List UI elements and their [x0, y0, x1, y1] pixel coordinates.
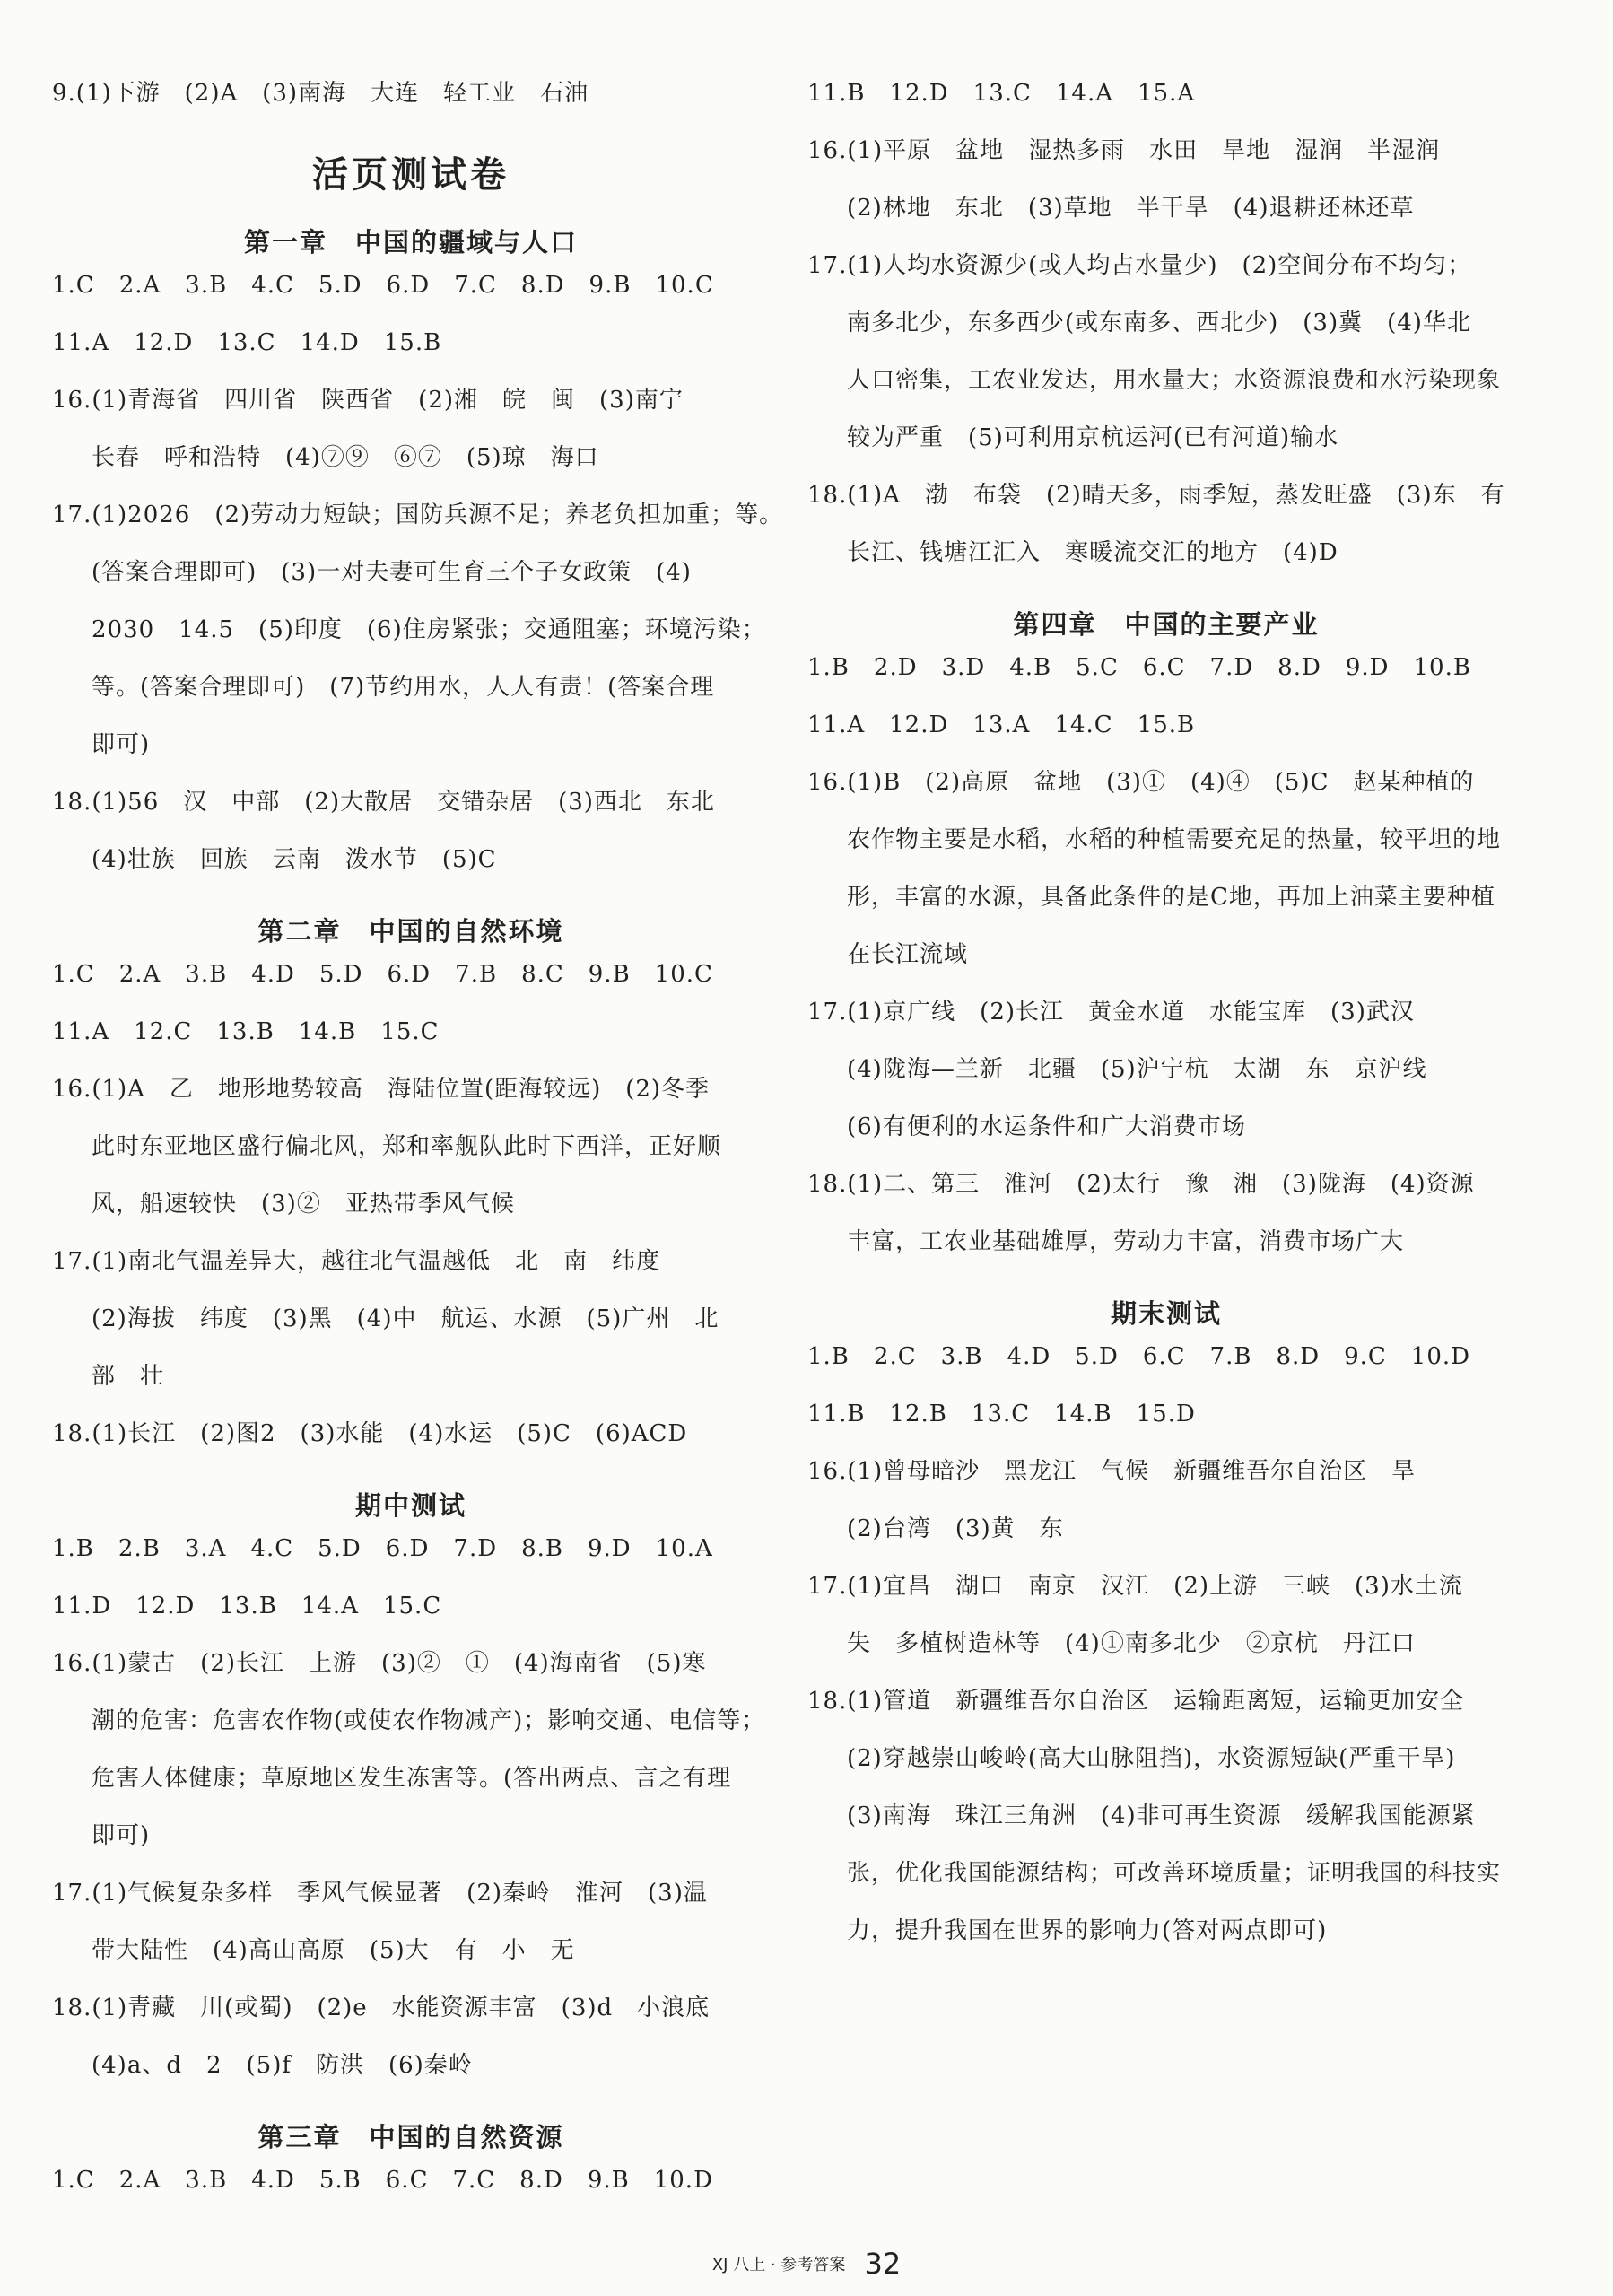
answer-continuation: 失 多植树造林等 (4)①南多北少 ②京杭 丹江口: [847, 1630, 1416, 1657]
answer-continuation: 2030 14.5 (5)印度 (6)住房紧张；交通阻塞；环境污染；: [92, 616, 766, 643]
answer-line: 11.D 12.D 13.B 14.A 15.C: [52, 1593, 442, 1619]
answer-line: 11.A 12.D 13.C 14.D 15.B: [52, 329, 442, 356]
answer-line: 1.B 2.D 3.D 4.B 5.C 6.C 7.D 8.D 9.D 10.B: [807, 654, 1471, 681]
answer-continuation: (6)有便利的水运条件和广大消费市场: [847, 1113, 1246, 1140]
footer-tag: XJ 八上 · 参考答案: [711, 2256, 846, 2274]
answer-line: 11.A 12.C 13.B 14.B 15.C: [52, 1018, 440, 1045]
answer-line: 11.A 12.D 13.A 14.C 15.B: [807, 711, 1196, 738]
answer-continuation: (4)陇海—兰新 北疆 (5)沪宁杭 太湖 东 京沪线: [847, 1056, 1427, 1083]
answer-continuation: 形，丰富的水源，具备此条件的是C地，再加上油菜主要种植: [847, 884, 1495, 911]
chapter-heading: 第一章 中国的疆域与人口: [243, 227, 578, 258]
answer-line: 16.(1)曾母暗沙 黑龙江 气候 新疆维吾尔自治区 旱: [807, 1458, 1417, 1485]
page-number: 32: [864, 2247, 902, 2281]
answer-continuation: 丰富，工农业基础雄厚，劳动力丰富，消费市场广大: [847, 1228, 1405, 1255]
answer-line: 18.(1)管道 新疆维吾尔自治区 运输距离短，运输更加安全: [807, 1688, 1465, 1715]
chapter-heading: 第四章 中国的主要产业: [1013, 609, 1320, 640]
answer-line: 1.C 2.A 3.B 4.C 5.D 6.D 7.C 8.D 9.B 10.C: [52, 272, 714, 299]
answer-continuation: 农作物主要是水稻，水稻的种植需要充足的热量，较平坦的地: [847, 826, 1502, 853]
answer-line: 17.(1)人均水资源少(或人均占水量少) (2)空间分布不均匀；: [807, 252, 1472, 279]
answer-continuation: 即可): [92, 731, 151, 758]
chapter-heading: 期末测试: [1110, 1298, 1222, 1329]
right-column: [807, 79, 1525, 1974]
answer-continuation: 带大陆性 (4)高山高原 (5)大 有 小 无: [92, 1937, 575, 1964]
answer-line: 18.(1)二、第三 淮河 (2)太行 豫 湘 (3)陇海 (4)资源: [807, 1171, 1475, 1198]
answer-continuation: 在长江流域: [847, 941, 969, 968]
answer-continuation: (2)台湾 (3)黄 东: [847, 1515, 1064, 1542]
answer-line: 1.B 2.B 3.A 4.C 5.D 6.D 7.D 8.B 9.D 10.A: [52, 1535, 713, 1562]
answer-continuation: 即可): [92, 1822, 151, 1849]
answer-line: 16.(1)B (2)高原 盆地 (3)① (4)④ (5)C 赵某种植的: [807, 769, 1475, 796]
answer-continuation: 南多北少，东多西少(或东南多、西北少) (3)冀 (4)华北: [847, 310, 1471, 336]
answer-continuation: 力，提升我国在世界的影响力(答对两点即可): [847, 1917, 1328, 1944]
answer-continuation: 危害人体健康；草原地区发生冻害等。(答出两点、言之有理: [92, 1765, 732, 1792]
answer-continuation: (4)壮族 回族 云南 泼水节 (5)C: [92, 846, 497, 873]
answer-line: 16.(1)A 乙 地形地势较高 海陆位置(距海较远) (2)冬季: [52, 1076, 711, 1103]
answer-continuation: (2)海拔 纬度 (3)黑 (4)中 航运、水源 (5)广州 北: [92, 1305, 719, 1332]
chapter-heading: 期中测试: [354, 1490, 466, 1521]
answer-continuation: (答案合理即可) (3)一对夫妻可生育三个子女政策 (4): [92, 559, 692, 586]
answer-continuation: 张，优化我国能源结构；可改善环境质量；证明我国的科技实: [847, 1860, 1502, 1887]
answer-continuation: 部 壮: [92, 1363, 165, 1390]
answer-continuation: (4)a、d 2 (5)f 防洪 (6)秦岭: [92, 2052, 473, 2079]
answer-line: 18.(1)长江 (2)图2 (3)水能 (4)水运 (5)C (6)ACD: [52, 1420, 688, 1447]
answer-continuation: 人口密集，工农业发达，用水量大；水资源浪费和水污染现象: [847, 367, 1502, 394]
chapter-heading: 第三章 中国的自然资源: [257, 2122, 564, 2152]
answer-line: 18.(1)56 汉 中部 (2)大散居 交错杂居 (3)西北 东北: [52, 789, 715, 816]
answer-line: 18.(1)青藏 川(或蜀) (2)e 水能资源丰富 (3)d 小浪底: [52, 1995, 711, 2021]
answer-line: 11.B 12.D 13.C 14.A 15.A: [807, 80, 1196, 107]
answer-line: 17.(1)2026 (2)劳动力短缺；国防兵源不足；养老负担加重；等。: [52, 502, 784, 528]
answer-line: 1.B 2.C 3.B 4.D 5.D 6.C 7.B 8.D 9.C 10.D: [807, 1343, 1470, 1370]
page-footer: [0, 2247, 1613, 2281]
answer-line: 11.B 12.B 13.C 14.B 15.D: [807, 1401, 1196, 1427]
answer-continuation: (3)南海 珠江三角洲 (4)非可再生资源 缓解我国能源紧: [847, 1803, 1476, 1829]
answer-line: 1.C 2.A 3.B 4.D 5.D 6.D 7.B 8.C 9.B 10.C: [52, 961, 713, 988]
answer-line: 16.(1)蒙古 (2)长江 上游 (3)② ① (4)海南省 (5)寒: [52, 1650, 707, 1677]
answer-line: 16.(1)平原 盆地 湿热多雨 水田 旱地 湿润 半湿润: [807, 137, 1441, 164]
answer-line: 16.(1)青海省 四川省 陕西省 (2)湘 皖 闽 (3)南宁: [52, 387, 684, 414]
answer-line: 18.(1)A 渤 布袋 (2)晴天多，雨季短，蒸发旺盛 (3)东 有: [807, 482, 1505, 509]
section-title: 活页测试卷: [312, 154, 510, 196]
answer-continuation: 较为严重 (5)可利用京杭运河(已有河道)输水: [847, 424, 1339, 451]
answer-continuation: (2)穿越崇山峻岭(高大山脉阻挡)，水资源短缺(严重干旱): [847, 1745, 1456, 1772]
answer-line: 17.(1)气候复杂多样 季风气候显著 (2)秦岭 淮河 (3)温: [52, 1880, 708, 1907]
answer-continuation: 风，船速较快 (3)② 亚热带季风气候: [92, 1191, 515, 1218]
answer-line: 1.C 2.A 3.B 4.D 5.B 6.C 7.C 8.D 9.B 10.D: [52, 2167, 713, 2194]
answer-continuation: 此时东亚地区盛行偏北风，郑和率舰队此时下西洋，正好顺: [92, 1133, 722, 1160]
answer-line: 17.(1)京广线 (2)长江 黄金水道 水能宝库 (3)武汉: [807, 999, 1415, 1026]
left-column: [52, 79, 784, 2223]
answer-line: 17.(1)南北气温差异大，越往北气温越低 北 南 纬度: [52, 1248, 661, 1275]
answer-line: 17.(1)宜昌 湖口 南京 汉江 (2)上游 三峡 (3)水土流: [807, 1573, 1463, 1600]
answer-continuation: 等。(答案合理即可) (7)节约用水，人人有责！(答案合理: [92, 674, 715, 701]
answer-continuation: 长江、钱塘江汇入 寒暖流交汇的地方 (4)D: [847, 539, 1338, 566]
answer-line: 9.(1)下游 (2)A (3)南海 大连 轻工业 石油: [52, 80, 589, 107]
answer-continuation: 长春 呼和浩特 (4)⑦⑨ ⑥⑦ (5)琼 海口: [92, 444, 599, 471]
answer-continuation: (2)林地 东北 (3)草地 半干旱 (4)退耕还林还草: [847, 195, 1415, 222]
chapter-heading: 第二章 中国的自然环境: [257, 916, 564, 947]
answer-continuation: 潮的危害：危害农作物(或使农作物减产)；影响交通、电信等；: [92, 1707, 766, 1734]
